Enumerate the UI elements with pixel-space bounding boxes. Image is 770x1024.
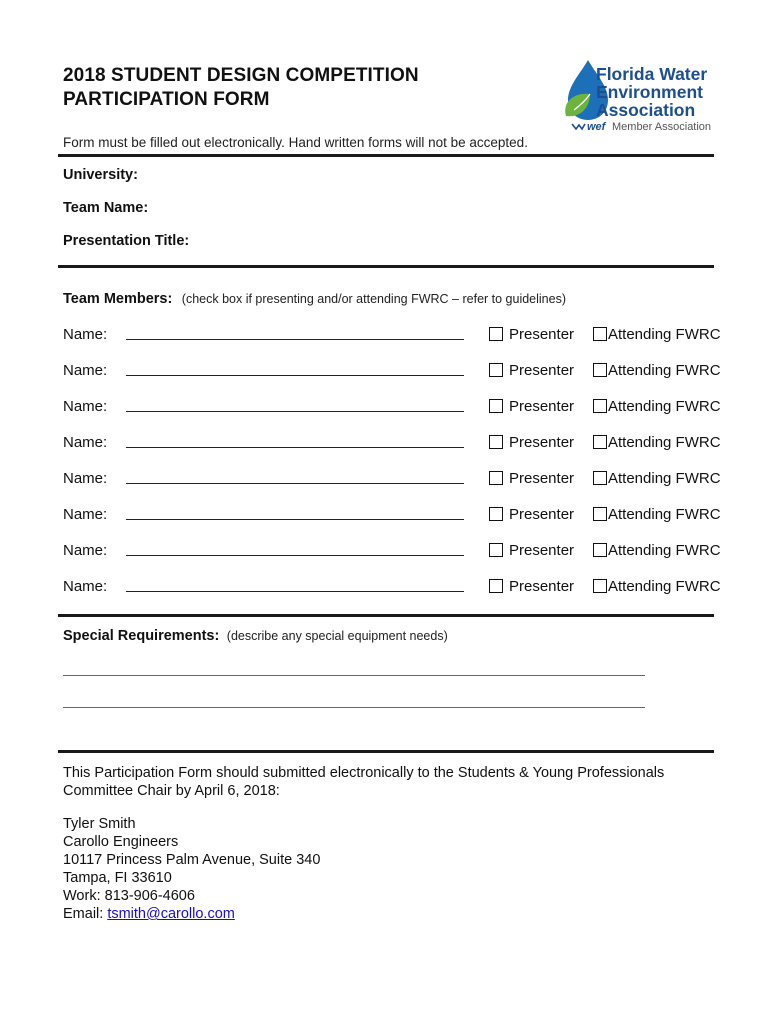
team-name-label: Team Name: (63, 200, 149, 216)
special-requirements-note: (describe any special equipment needs) (226, 629, 448, 643)
name-field[interactable] (126, 518, 464, 520)
attending-fwrc-checkbox[interactable] (593, 543, 607, 557)
logo-member: Member Association (612, 121, 712, 133)
presenter-checkbox[interactable] (489, 363, 503, 377)
submission-line-2: Committee Chair by April 6, 2018: (63, 783, 280, 799)
team-member-row (63, 540, 723, 564)
presentation-title-label: Presentation Title: (63, 233, 190, 249)
team-member-row (63, 468, 723, 492)
contact-block (63, 815, 723, 923)
name-label: Name: (63, 542, 108, 559)
team-member-row (63, 396, 723, 420)
divider (58, 154, 714, 157)
attending-fwrc-label: Attending FWRC (608, 434, 721, 451)
attending-fwrc-checkbox[interactable] (593, 327, 607, 341)
title-line-1: 2018 STUDENT DESIGN COMPETITION (63, 65, 419, 86)
special-requirements-field-1[interactable] (63, 674, 645, 676)
submission-instructions (63, 764, 723, 800)
attending-fwrc-checkbox[interactable] (593, 399, 607, 413)
contact-city: Tampa, FI 33610 (63, 870, 172, 886)
fwea-logo (560, 58, 730, 136)
attending-fwrc-label: Attending FWRC (608, 398, 721, 415)
presenter-label: Presenter (509, 362, 575, 379)
electronic-notice: Form must be filled out electronically. Hand written forms will not be accepted. (63, 135, 528, 150)
name-field[interactable] (126, 554, 464, 556)
email-label: Email: (63, 906, 108, 922)
presenter-label: Presenter (509, 398, 575, 415)
presenter-checkbox[interactable] (489, 435, 503, 449)
special-requirements-label: Special Requirements: (63, 628, 220, 644)
contact-name: Tyler Smith (63, 816, 136, 832)
university-label: University: (63, 167, 138, 183)
attending-fwrc-label: Attending FWRC (608, 542, 721, 559)
attending-fwrc-label: Attending FWRC (608, 578, 721, 595)
name-label: Name: (63, 434, 108, 451)
logo-line-1: Florida Water (596, 64, 708, 84)
team-member-row (63, 360, 723, 384)
page-title (63, 64, 523, 112)
attending-fwrc-label: Attending FWRC (608, 470, 721, 487)
presenter-checkbox[interactable] (489, 543, 503, 557)
attending-fwrc-checkbox[interactable] (593, 471, 607, 485)
presenter-checkbox[interactable] (489, 579, 503, 593)
presenter-label: Presenter (509, 578, 575, 595)
name-label: Name: (63, 470, 108, 487)
attending-fwrc-checkbox[interactable] (593, 507, 607, 521)
logo-wef: wef (587, 121, 606, 133)
team-members-heading (63, 290, 566, 308)
name-field[interactable] (126, 338, 464, 340)
presenter-label: Presenter (509, 542, 575, 559)
title-line-2: PARTICIPATION FORM (63, 89, 270, 110)
attending-fwrc-label: Attending FWRC (608, 326, 721, 343)
presenter-label: Presenter (509, 434, 575, 451)
contact-company: Carollo Engineers (63, 834, 179, 850)
divider (58, 265, 714, 268)
name-label: Name: (63, 326, 108, 343)
email-link[interactable]: tsmith@carollo.com (107, 906, 235, 922)
presenter-checkbox[interactable] (489, 399, 503, 413)
attending-fwrc-label: Attending FWRC (608, 506, 721, 523)
contact-address: 10117 Princess Palm Avenue, Suite 340 (63, 852, 321, 868)
presenter-checkbox[interactable] (489, 507, 503, 521)
presenter-label: Presenter (509, 470, 575, 487)
special-requirements-heading (63, 627, 448, 645)
presenter-checkbox[interactable] (489, 327, 503, 341)
contact-email (63, 905, 723, 923)
name-field[interactable] (126, 590, 464, 592)
presenter-label: Presenter (509, 326, 575, 343)
name-label: Name: (63, 398, 108, 415)
logo-line-3: Association (596, 100, 696, 120)
team-member-row (63, 576, 723, 600)
name-field[interactable] (126, 446, 464, 448)
wef-mark-icon (572, 124, 585, 129)
contact-work-phone: Work: 813-906-4606 (63, 888, 195, 904)
name-label: Name: (63, 506, 108, 523)
team-members-note: (check box if presenting and/or attending FWRC – refer to guidelines) (181, 292, 567, 306)
divider (58, 614, 714, 617)
team-member-row (63, 432, 723, 456)
attending-fwrc-checkbox[interactable] (593, 435, 607, 449)
attending-fwrc-label: Attending FWRC (608, 362, 721, 379)
name-label: Name: (63, 578, 108, 595)
attending-fwrc-checkbox[interactable] (593, 363, 607, 377)
divider (58, 750, 714, 753)
attending-fwrc-checkbox[interactable] (593, 579, 607, 593)
name-label: Name: (63, 362, 108, 379)
team-member-row (63, 324, 723, 348)
presenter-label: Presenter (509, 506, 575, 523)
team-members-label: Team Members: (63, 291, 173, 307)
special-requirements-field-2[interactable] (63, 706, 645, 708)
submission-line-1: This Participation Form should submitted electronically to the Students & Young Professionals (63, 765, 665, 781)
name-field[interactable] (126, 482, 464, 484)
presenter-checkbox[interactable] (489, 471, 503, 485)
logo-line-2: Environment (596, 82, 703, 102)
name-field[interactable] (126, 410, 464, 412)
name-field[interactable] (126, 374, 464, 376)
team-member-row (63, 504, 723, 528)
